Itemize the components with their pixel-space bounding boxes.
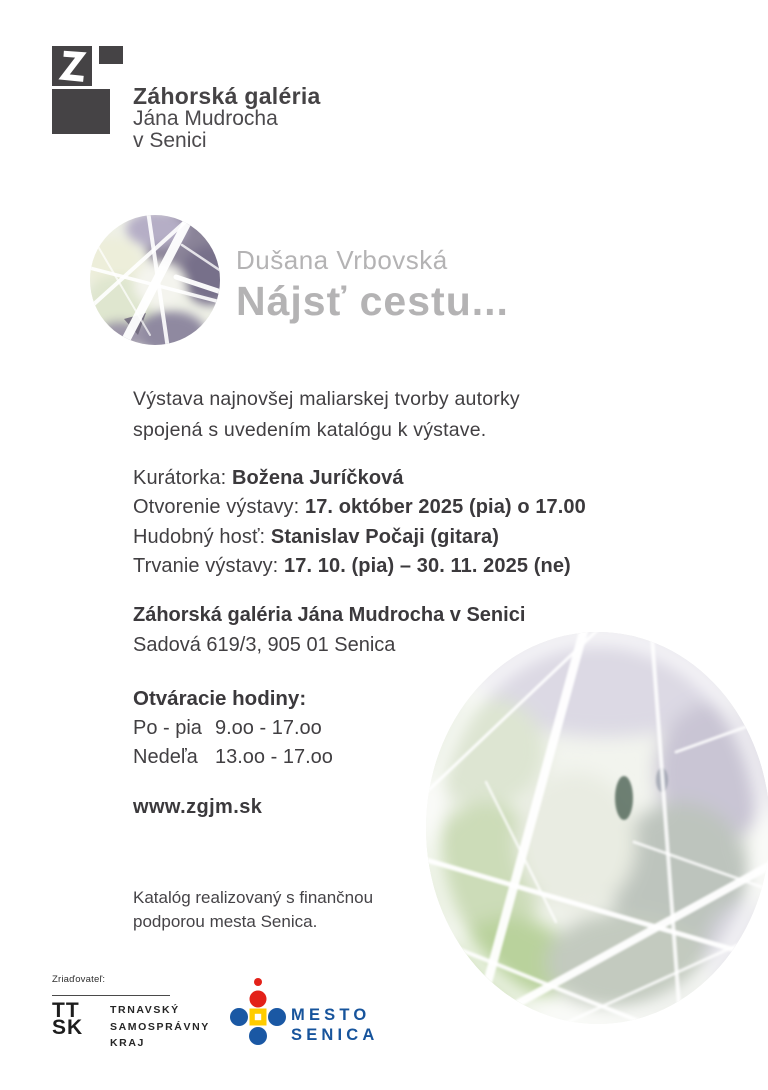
founder-label: Zriaďovateľ: xyxy=(52,974,106,985)
hours-row xyxy=(133,714,333,743)
intro-line-2: spojená s uvedením katalógu k výstave. xyxy=(133,418,487,441)
detail-duration xyxy=(133,552,586,581)
opening-hours-heading: Otváracie hodiny: xyxy=(133,687,307,710)
intro-paragraph xyxy=(133,384,520,445)
gallery-name-line2: Jána Mudrocha xyxy=(133,107,278,130)
artwork-large-image xyxy=(426,632,768,1024)
artwork-thumbnail-image xyxy=(90,215,220,345)
gallery-name-line3: v Senici xyxy=(133,129,207,152)
ttsk-name-line-3: KRAJ xyxy=(110,1037,145,1050)
title-block xyxy=(236,246,509,323)
senica-name-line-1: MESTO xyxy=(291,1006,371,1024)
catalog-note-line-1: Katalóg realizovaný s finančnou xyxy=(133,888,374,907)
exhibition-title: Nájsť cestu... xyxy=(236,278,509,324)
detail-label: Hudobný hosť: xyxy=(133,525,271,548)
senica-name-line-2: SENICA xyxy=(291,1025,379,1044)
event-details xyxy=(133,464,586,582)
artist-name: Dušana Vrbovská xyxy=(236,245,448,275)
detail-curator xyxy=(133,464,586,493)
ttsk-name-line-1: TRNAVSKÝ xyxy=(110,1004,180,1016)
ttsk-logo-text xyxy=(52,999,84,1039)
opening-hours xyxy=(133,714,333,771)
ttsk-region-name xyxy=(110,1002,210,1052)
detail-label: Trvanie výstavy: xyxy=(133,555,284,578)
catalog-note xyxy=(133,886,373,933)
intro-line-1: Výstava najnovšej maliarskej tvorby autorky xyxy=(133,388,520,410)
venue-address: Sadová 619/3, 905 01 Senica xyxy=(133,633,396,656)
gallery-logo-text xyxy=(133,84,321,152)
detail-value: Stanislav Počaji (gitara) xyxy=(270,525,500,548)
ttsk-abbr-line-2: SK xyxy=(52,1015,84,1039)
mesto-senica-logo-icon xyxy=(229,975,287,1053)
hours-days: Nedeľa xyxy=(133,745,198,768)
detail-music-guest xyxy=(133,523,586,552)
detail-value: 17. október 2025 (pia) o 17.00 xyxy=(304,496,586,519)
detail-label: Otvorenie výstavy: xyxy=(133,496,305,519)
founder-divider xyxy=(52,995,170,996)
catalog-note-line-2: podporou mesta Senica. xyxy=(133,911,318,931)
hours-row xyxy=(133,743,333,772)
detail-value: 17. 10. (pia) – 30. 11. 2025 (ne) xyxy=(284,555,571,578)
venue-name: Záhorská galéria Jána Mudrocha v Senici xyxy=(133,604,526,626)
hours-days: Po - pia xyxy=(133,717,202,739)
detail-label: Kurátorka: xyxy=(133,467,232,489)
hours-time: 13.oo - 17.oo xyxy=(215,745,333,768)
ttsk-name-line-2: SAMOSPRÁVNY xyxy=(110,1020,210,1033)
gallery-logo-icon xyxy=(52,46,124,134)
hours-time: 9.oo - 17.oo xyxy=(215,717,322,739)
ttsk-abbr-line-1: TT xyxy=(52,999,80,1022)
website-url: www.zgjm.sk xyxy=(133,796,263,818)
detail-value: Božena Juríčková xyxy=(231,467,404,489)
gallery-name: Záhorská galéria xyxy=(133,83,321,109)
mesto-senica-logo-text xyxy=(291,1006,379,1045)
detail-opening xyxy=(133,493,586,522)
